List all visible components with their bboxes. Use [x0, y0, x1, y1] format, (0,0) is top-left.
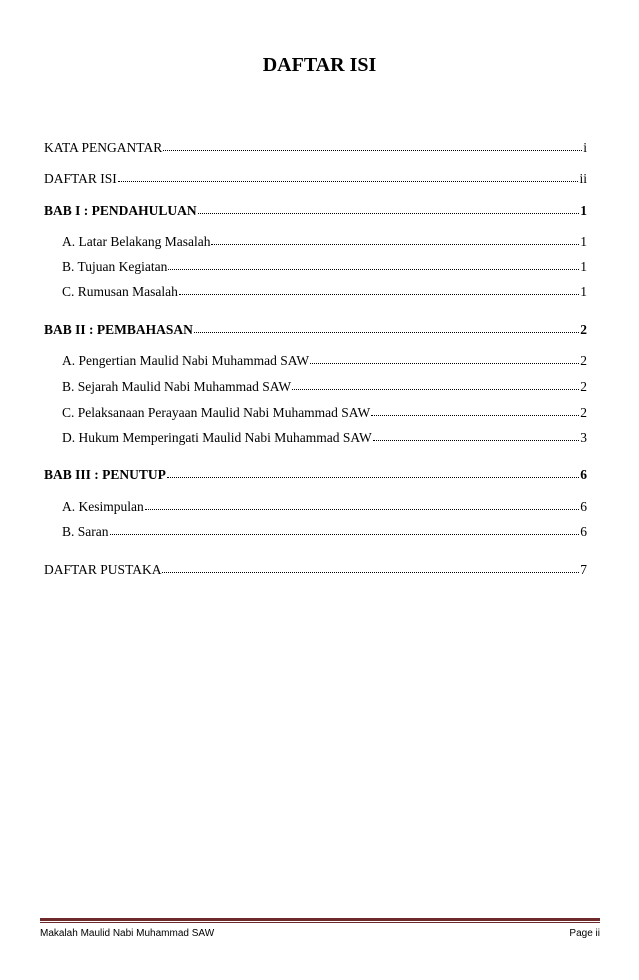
toc-entry-label: BAB I : PENDAHULUAN: [44, 203, 197, 218]
toc-entry-kata-pengantar[interactable]: [44, 140, 587, 156]
dot-leader: [292, 381, 579, 391]
footer-page-number: Page ii: [569, 928, 600, 939]
footer-divider-thin: [40, 922, 600, 923]
toc-entry-page: ii: [579, 171, 587, 186]
toc-entry-1b[interactable]: [62, 259, 587, 275]
footer-document-title: Makalah Maulid Nabi Muhammad SAW: [40, 928, 215, 939]
toc-entry-label: A. Pengertian Maulid Nabi Muhammad SAW: [62, 353, 310, 368]
toc-entry-page: 1: [580, 259, 587, 274]
toc-entry-2d[interactable]: [62, 430, 587, 446]
toc-entry-3b[interactable]: [62, 524, 587, 540]
toc-entry-label: BAB II : PEMBAHASAN: [44, 322, 193, 337]
toc-entry-page: 6: [580, 499, 587, 514]
toc-entry-page: 7: [580, 562, 587, 577]
toc-entry-label: DAFTAR ISI: [44, 171, 117, 186]
dot-leader: [145, 501, 580, 511]
toc-entry-label: B. Sejarah Maulid Nabi Muhammad SAW: [62, 379, 292, 394]
toc-entry-2b[interactable]: [62, 379, 587, 395]
toc-entry-page: 3: [580, 430, 587, 445]
page-footer: [40, 928, 600, 939]
toc-entry-page: 2: [580, 379, 587, 394]
dot-leader: [310, 355, 579, 365]
toc-entry-3a[interactable]: [62, 499, 587, 515]
toc-entry-page: 6: [580, 524, 587, 539]
toc-entry-page: 2: [580, 405, 587, 420]
toc-entry-1a[interactable]: [62, 234, 587, 250]
toc-entry-page: 6: [580, 467, 587, 482]
dot-leader: [198, 205, 580, 215]
dot-leader: [371, 407, 579, 417]
dot-leader: [162, 564, 579, 574]
toc-entry-label: KATA PENGANTAR: [44, 140, 163, 155]
toc-entry-1c[interactable]: [62, 284, 587, 300]
toc-entry-2a[interactable]: [62, 353, 587, 369]
toc-entry-label: D. Hukum Memperingati Maulid Nabi Muhammad SAW: [62, 430, 372, 445]
toc-entry-label: A. Latar Belakang Masalah: [62, 234, 211, 249]
dot-leader: [118, 173, 579, 183]
toc-entry-page: 1: [580, 284, 587, 299]
dot-leader: [163, 142, 582, 152]
dot-leader: [167, 469, 579, 479]
toc-entry-label: C. Pelaksanaan Perayaan Maulid Nabi Muhammad SAW: [62, 405, 371, 420]
toc-entry-label: A. Kesimpulan: [62, 499, 144, 514]
dot-leader: [211, 236, 579, 246]
toc-entry-daftar-isi[interactable]: [44, 171, 587, 187]
toc-entry-page: i: [583, 140, 587, 155]
toc-entry-label: BAB III : PENUTUP: [44, 467, 166, 482]
toc-entry-label: B. Saran: [62, 524, 109, 539]
dot-leader: [179, 286, 579, 296]
dot-leader: [373, 432, 580, 442]
toc-entry-page: 2: [580, 322, 587, 337]
dot-leader: [110, 526, 580, 536]
toc-entry-bab-1[interactable]: [44, 203, 587, 219]
toc-entry-page: 1: [580, 234, 587, 249]
toc-entry-bab-2[interactable]: [44, 322, 587, 338]
toc-entry-page: 1: [580, 203, 587, 218]
toc-entry-daftar-pustaka[interactable]: [44, 562, 587, 578]
footer-divider: [40, 918, 600, 921]
page-title: DAFTAR ISI: [262, 54, 377, 76]
toc-entry-bab-3[interactable]: [44, 467, 587, 483]
toc-entry-label: B. Tujuan Kegiatan: [62, 259, 168, 274]
toc-entry-page: 2: [580, 353, 587, 368]
toc-entry-label: DAFTAR PUSTAKA: [44, 562, 162, 577]
toc-entry-label: C. Rumusan Masalah: [62, 284, 178, 299]
dot-leader: [194, 324, 579, 334]
dot-leader: [168, 261, 579, 271]
toc-entry-2c[interactable]: [62, 405, 587, 421]
